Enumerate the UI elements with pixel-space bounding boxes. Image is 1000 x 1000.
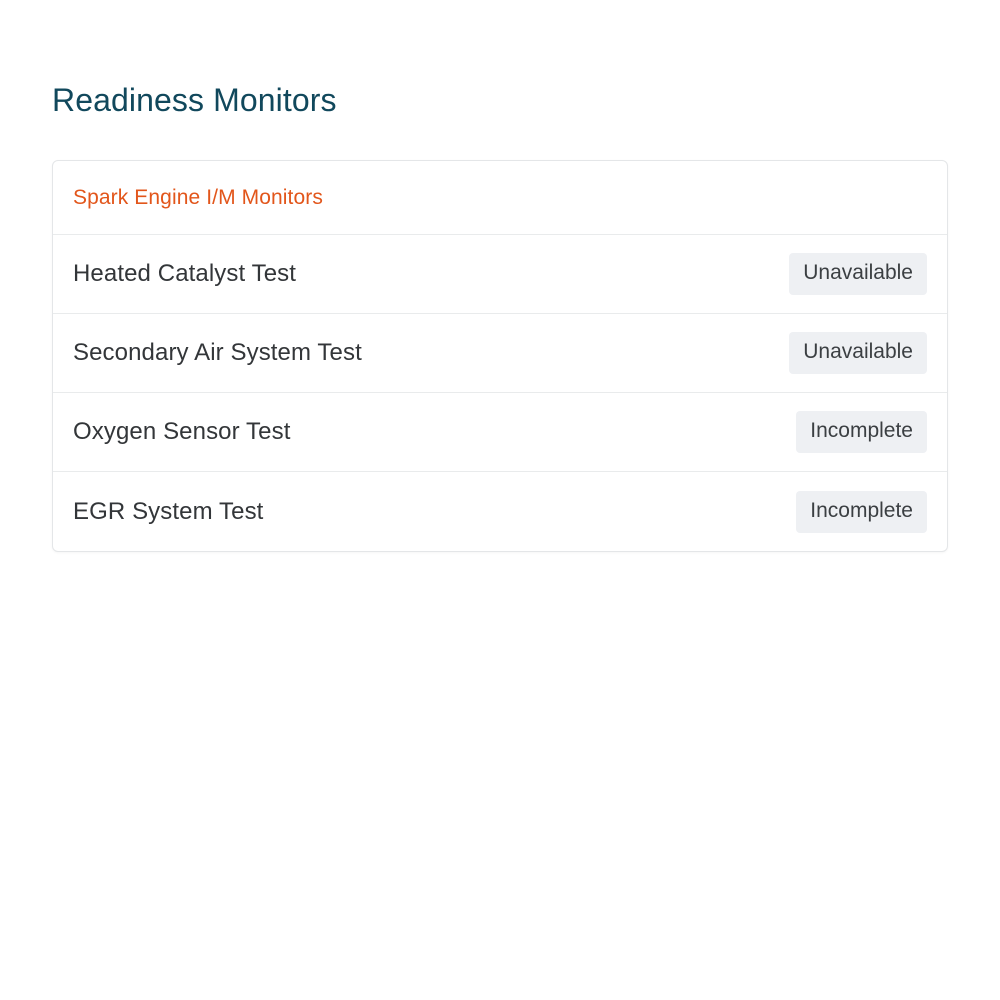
- table-row[interactable]: [53, 472, 947, 551]
- monitor-name: Oxygen Sensor Test: [73, 418, 291, 445]
- page-title: Readiness Monitors: [52, 82, 337, 119]
- card-header: [53, 161, 947, 235]
- status-badge: Unavailable: [789, 332, 927, 374]
- table-row[interactable]: [53, 314, 947, 393]
- status-badge: Unavailable: [789, 253, 927, 295]
- status-badge: Incomplete: [796, 491, 927, 533]
- card-header-title: Spark Engine I/M Monitors: [73, 185, 323, 209]
- status-badge: Incomplete: [796, 411, 927, 453]
- table-row[interactable]: [53, 235, 947, 314]
- table-row[interactable]: [53, 393, 947, 472]
- monitor-name: Heated Catalyst Test: [73, 260, 297, 287]
- monitor-name: Secondary Air System Test: [73, 339, 362, 366]
- readiness-monitors-card: [52, 160, 948, 552]
- monitor-name: EGR System Test: [73, 497, 264, 525]
